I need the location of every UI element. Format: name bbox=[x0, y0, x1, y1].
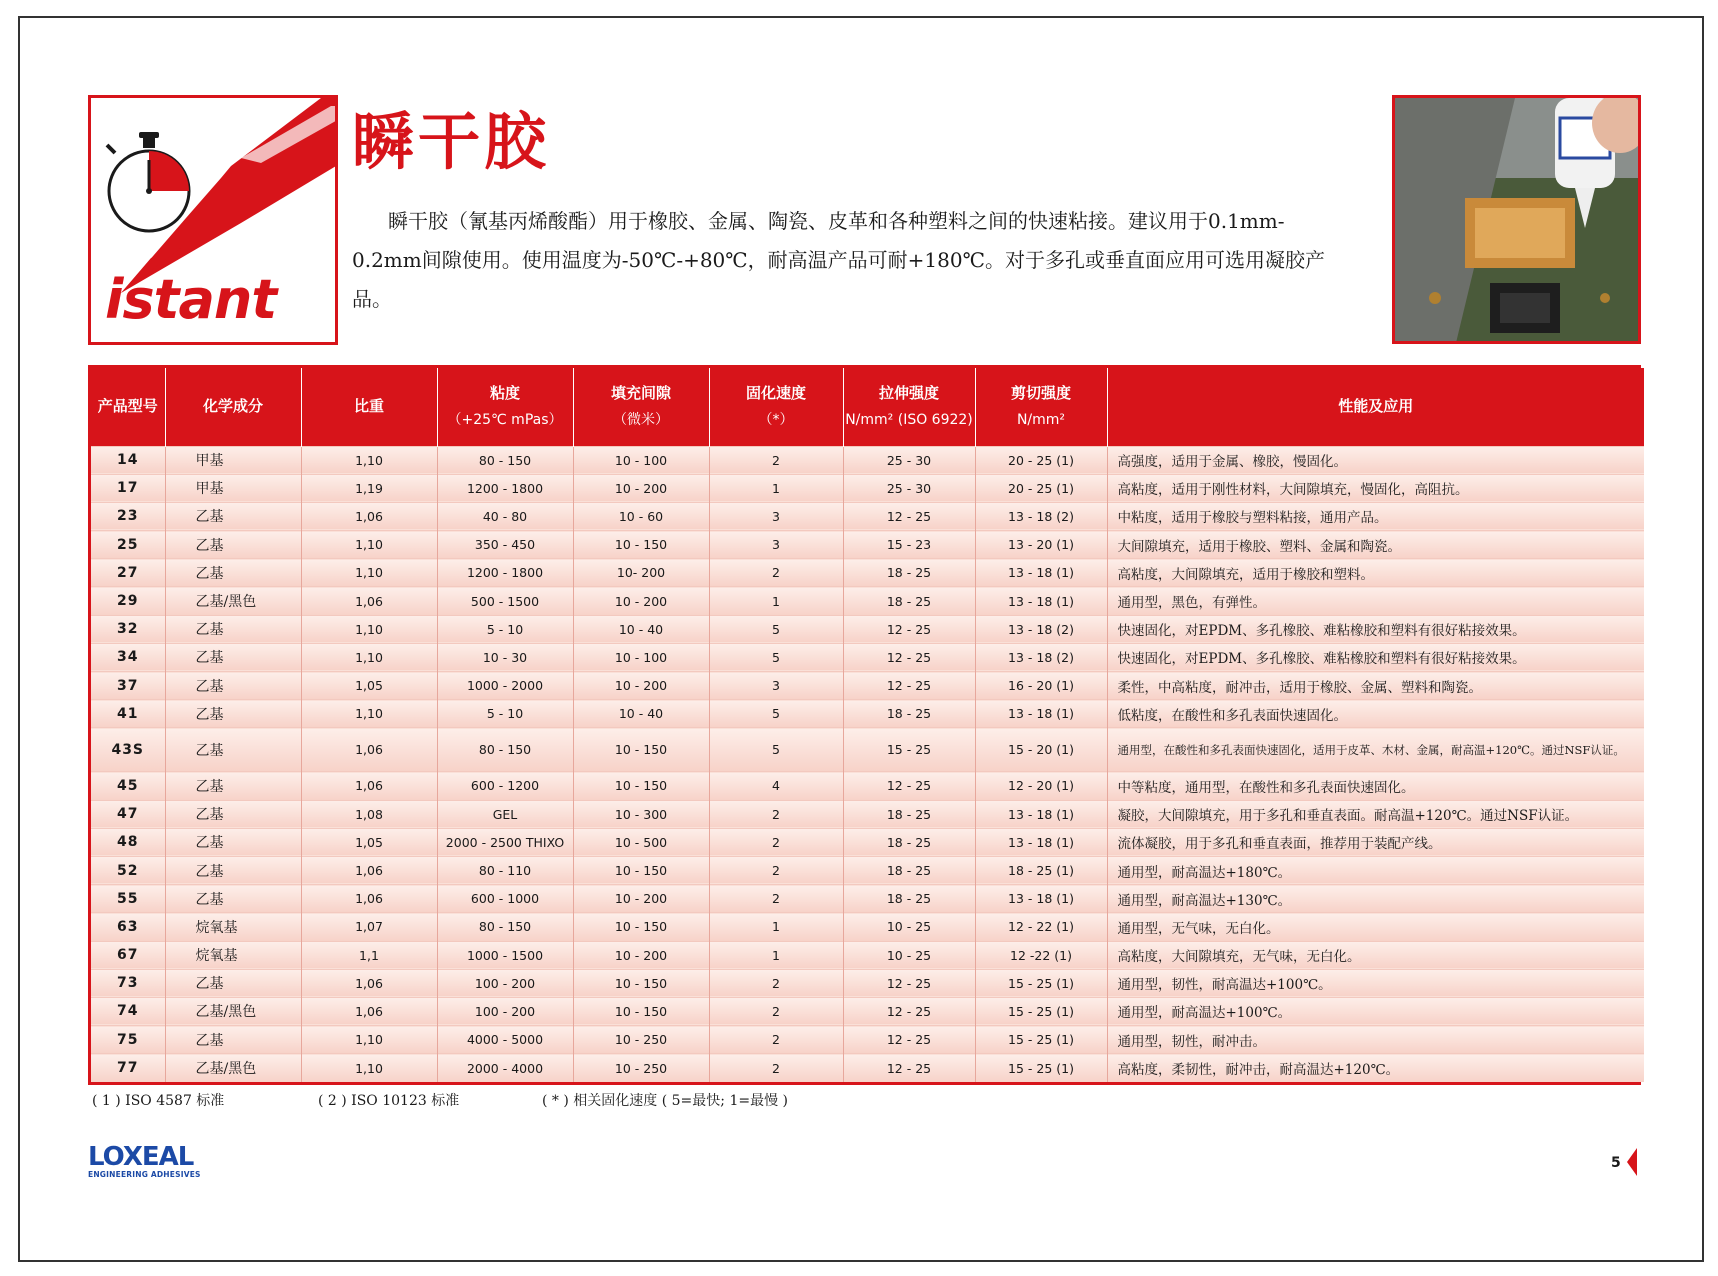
cell-gap: 10 - 200 bbox=[573, 587, 709, 615]
cell-tensile: 18 - 25 bbox=[843, 700, 975, 728]
table-row bbox=[91, 531, 1644, 559]
cell-viscosity: 4000 - 5000 bbox=[437, 1026, 573, 1054]
cell-shear: 16 - 20 (1) bbox=[975, 672, 1107, 700]
cell-chemistry: 甲基 bbox=[165, 474, 301, 502]
cell-application: 流体凝胶，用于多孔和垂直表面，推荐用于装配产线。 bbox=[1107, 828, 1644, 856]
cell-gap: 10 - 100 bbox=[573, 446, 709, 474]
table-row bbox=[91, 1054, 1644, 1082]
cell-density: 1,10 bbox=[301, 1054, 437, 1082]
istant-logo bbox=[88, 95, 338, 345]
cell-shear: 13 - 18 (1) bbox=[975, 559, 1107, 587]
cell-speed: 2 bbox=[709, 1026, 843, 1054]
table-row bbox=[91, 643, 1644, 671]
cell-model: 34 bbox=[91, 643, 165, 671]
cell-chemistry: 乙基 bbox=[165, 502, 301, 530]
cell-model: 37 bbox=[91, 672, 165, 700]
cell-density: 1,08 bbox=[301, 800, 437, 828]
cell-viscosity: 350 - 450 bbox=[437, 531, 573, 559]
cell-gap: 10- 200 bbox=[573, 559, 709, 587]
cell-speed: 3 bbox=[709, 531, 843, 559]
cell-viscosity: 1200 - 1800 bbox=[437, 559, 573, 587]
cell-speed: 2 bbox=[709, 559, 843, 587]
table-row bbox=[91, 856, 1644, 884]
cell-speed: 2 bbox=[709, 885, 843, 913]
cell-tensile: 12 - 25 bbox=[843, 672, 975, 700]
cell-gap: 10 - 100 bbox=[573, 643, 709, 671]
table-row bbox=[91, 700, 1644, 728]
cell-application: 快速固化，对EPDM、多孔橡胶、难粘橡胶和塑料有很好粘接效果。 bbox=[1107, 643, 1644, 671]
cell-shear: 15 - 25 (1) bbox=[975, 997, 1107, 1025]
header-application: 性能及应用 bbox=[1107, 368, 1644, 446]
header-shear: 剪切强度 N/mm² bbox=[975, 368, 1107, 446]
cell-tensile: 15 - 23 bbox=[843, 531, 975, 559]
cell-density: 1,05 bbox=[301, 828, 437, 856]
table-row bbox=[91, 446, 1644, 474]
table-row bbox=[91, 828, 1644, 856]
cell-density: 1,10 bbox=[301, 531, 437, 559]
header-tensile: 拉伸强度 N/mm² (ISO 6922) bbox=[843, 368, 975, 446]
table-row bbox=[91, 913, 1644, 941]
cell-chemistry: 乙基/黑色 bbox=[165, 587, 301, 615]
cell-model: 29 bbox=[91, 587, 165, 615]
cell-gap: 10 - 40 bbox=[573, 615, 709, 643]
cell-model: 52 bbox=[91, 856, 165, 884]
cell-model: 77 bbox=[91, 1054, 165, 1082]
table-row bbox=[91, 1026, 1644, 1054]
cell-chemistry: 烷氧基 bbox=[165, 913, 301, 941]
cell-model: 27 bbox=[91, 559, 165, 587]
cell-gap: 10 - 250 bbox=[573, 1054, 709, 1082]
cell-model: 74 bbox=[91, 997, 165, 1025]
cell-shear: 15 - 25 (1) bbox=[975, 1054, 1107, 1082]
cell-application: 快速固化，对EPDM、多孔橡胶、难粘橡胶和塑料有很好粘接效果。 bbox=[1107, 615, 1644, 643]
cell-gap: 10 - 150 bbox=[573, 728, 709, 772]
cell-density: 1,06 bbox=[301, 772, 437, 800]
cell-speed: 1 bbox=[709, 941, 843, 969]
cell-shear: 13 - 18 (1) bbox=[975, 700, 1107, 728]
cell-application: 柔性，中高粘度，耐冲击，适用于橡胶、金属、塑料和陶瓷。 bbox=[1107, 672, 1644, 700]
cell-density: 1,06 bbox=[301, 587, 437, 615]
cell-chemistry: 乙基/黑色 bbox=[165, 997, 301, 1025]
footnote-1: ( 1 ) ISO 4587 标准 bbox=[92, 1093, 225, 1109]
cell-tensile: 18 - 25 bbox=[843, 828, 975, 856]
cell-density: 1,10 bbox=[301, 700, 437, 728]
cell-gap: 10 - 40 bbox=[573, 700, 709, 728]
cell-viscosity: 80 - 110 bbox=[437, 856, 573, 884]
footnote-3: ( * ) 相关固化速度 ( 5=最快; 1=最慢 ) bbox=[542, 1093, 788, 1109]
cell-model: 75 bbox=[91, 1026, 165, 1054]
cell-chemistry: 乙基 bbox=[165, 728, 301, 772]
cell-speed: 5 bbox=[709, 728, 843, 772]
table-row bbox=[91, 615, 1644, 643]
cell-chemistry: 烷氧基 bbox=[165, 941, 301, 969]
cell-density: 1,06 bbox=[301, 885, 437, 913]
cell-viscosity: 80 - 150 bbox=[437, 728, 573, 772]
cell-tensile: 12 - 25 bbox=[843, 997, 975, 1025]
cell-tensile: 25 - 30 bbox=[843, 474, 975, 502]
cell-shear: 13 - 18 (1) bbox=[975, 587, 1107, 615]
cell-shear: 20 - 25 (1) bbox=[975, 474, 1107, 502]
cell-speed: 1 bbox=[709, 474, 843, 502]
cell-shear: 15 - 25 (1) bbox=[975, 1026, 1107, 1054]
cell-speed: 4 bbox=[709, 772, 843, 800]
cell-application: 高强度，适用于金属、橡胶，慢固化。 bbox=[1107, 446, 1644, 474]
cell-tensile: 18 - 25 bbox=[843, 885, 975, 913]
cell-viscosity: 40 - 80 bbox=[437, 502, 573, 530]
cell-gap: 10 - 150 bbox=[573, 997, 709, 1025]
cell-tensile: 12 - 25 bbox=[843, 1054, 975, 1082]
cell-model: 47 bbox=[91, 800, 165, 828]
cell-viscosity: 5 - 10 bbox=[437, 615, 573, 643]
cell-shear: 13 - 18 (2) bbox=[975, 643, 1107, 671]
cell-chemistry: 乙基 bbox=[165, 885, 301, 913]
cell-gap: 10 - 150 bbox=[573, 913, 709, 941]
circuit-board-image bbox=[1395, 98, 1641, 344]
cell-gap: 10 - 300 bbox=[573, 800, 709, 828]
cell-gap: 10 - 150 bbox=[573, 772, 709, 800]
cell-shear: 12 - 22 (1) bbox=[975, 913, 1107, 941]
header-speed: 固化速度 （*） bbox=[709, 368, 843, 446]
cell-model: 23 bbox=[91, 502, 165, 530]
cell-application: 大间隙填充，适用于橡胶、塑料、金属和陶瓷。 bbox=[1107, 531, 1644, 559]
cell-viscosity: 2000 - 4000 bbox=[437, 1054, 573, 1082]
cell-shear: 13 - 20 (1) bbox=[975, 531, 1107, 559]
cell-density: 1,06 bbox=[301, 856, 437, 884]
cell-tensile: 18 - 25 bbox=[843, 856, 975, 884]
table-row bbox=[91, 800, 1644, 828]
brand-name: LOXEAL bbox=[88, 1142, 194, 1172]
cell-viscosity: 10 - 30 bbox=[437, 643, 573, 671]
cell-speed: 2 bbox=[709, 800, 843, 828]
cell-tensile: 12 - 25 bbox=[843, 772, 975, 800]
header-gap: 填充间隙 （微米） bbox=[573, 368, 709, 446]
cell-speed: 2 bbox=[709, 856, 843, 884]
cell-application: 低粘度，在酸性和多孔表面快速固化。 bbox=[1107, 700, 1644, 728]
cell-chemistry: 乙基 bbox=[165, 772, 301, 800]
page-number: 5 bbox=[1611, 1155, 1621, 1171]
cell-gap: 10 - 200 bbox=[573, 941, 709, 969]
cell-tensile: 15 - 25 bbox=[843, 728, 975, 772]
cell-application: 中等粘度，通用型，在酸性和多孔表面快速固化。 bbox=[1107, 772, 1644, 800]
cell-viscosity: 100 - 200 bbox=[437, 997, 573, 1025]
cell-application: 通用型，在酸性和多孔表面快速固化，适用于皮革、木材、金属，耐高温+120℃。通过NSF认证。 bbox=[1107, 728, 1644, 772]
cell-chemistry: 乙基 bbox=[165, 643, 301, 671]
cell-viscosity: 2000 - 2500 THIXO bbox=[437, 828, 573, 856]
cell-viscosity: 100 - 200 bbox=[437, 969, 573, 997]
cell-speed: 2 bbox=[709, 969, 843, 997]
cell-density: 1,10 bbox=[301, 643, 437, 671]
cell-model: 73 bbox=[91, 969, 165, 997]
cell-density: 1,06 bbox=[301, 997, 437, 1025]
cell-density: 1,06 bbox=[301, 502, 437, 530]
page-marker-icon bbox=[1627, 1148, 1637, 1176]
cell-density: 1,19 bbox=[301, 474, 437, 502]
cell-chemistry: 乙基 bbox=[165, 615, 301, 643]
cell-application: 通用型，无气味，无白化。 bbox=[1107, 913, 1644, 941]
brand-tagline: ENGINEERING ADHESIVES bbox=[88, 1170, 201, 1179]
table-row bbox=[91, 969, 1644, 997]
cell-density: 1,1 bbox=[301, 941, 437, 969]
cell-viscosity: 600 - 1200 bbox=[437, 772, 573, 800]
cell-chemistry: 乙基 bbox=[165, 828, 301, 856]
cell-speed: 3 bbox=[709, 672, 843, 700]
table-row bbox=[91, 502, 1644, 530]
cell-density: 1,10 bbox=[301, 1026, 437, 1054]
cell-chemistry: 乙基 bbox=[165, 1026, 301, 1054]
cell-application: 高粘度，适用于刚性材料，大间隙填充，慢固化，高阻抗。 bbox=[1107, 474, 1644, 502]
cell-gap: 10 - 200 bbox=[573, 672, 709, 700]
cell-speed: 5 bbox=[709, 700, 843, 728]
cell-gap: 10 - 150 bbox=[573, 856, 709, 884]
cell-gap: 10 - 250 bbox=[573, 1026, 709, 1054]
cell-shear: 12 -22 (1) bbox=[975, 941, 1107, 969]
cell-tensile: 18 - 25 bbox=[843, 587, 975, 615]
cell-model: 14 bbox=[91, 446, 165, 474]
cell-chemistry: 乙基 bbox=[165, 856, 301, 884]
cell-speed: 2 bbox=[709, 1054, 843, 1082]
cell-speed: 1 bbox=[709, 913, 843, 941]
cell-density: 1,05 bbox=[301, 672, 437, 700]
cell-gap: 10 - 200 bbox=[573, 885, 709, 913]
cell-gap: 10 - 500 bbox=[573, 828, 709, 856]
cell-model: 67 bbox=[91, 941, 165, 969]
cell-shear: 20 - 25 (1) bbox=[975, 446, 1107, 474]
cell-application: 通用型，耐高温达+100℃。 bbox=[1107, 997, 1644, 1025]
cell-application: 通用型，黑色，有弹性。 bbox=[1107, 587, 1644, 615]
cell-viscosity: 1000 - 2000 bbox=[437, 672, 573, 700]
cell-tensile: 12 - 25 bbox=[843, 502, 975, 530]
cell-model: 41 bbox=[91, 700, 165, 728]
cell-viscosity: 80 - 150 bbox=[437, 913, 573, 941]
header-chemistry: 化学成分 bbox=[165, 368, 301, 446]
cell-chemistry: 乙基 bbox=[165, 559, 301, 587]
table-row bbox=[91, 587, 1644, 615]
table-row bbox=[91, 728, 1644, 772]
cell-viscosity: 600 - 1000 bbox=[437, 885, 573, 913]
cell-application: 通用型，韧性，耐冲击。 bbox=[1107, 1026, 1644, 1054]
page-title: 瞬干胶 bbox=[352, 105, 551, 178]
cell-model: 25 bbox=[91, 531, 165, 559]
cell-gap: 10 - 150 bbox=[573, 531, 709, 559]
cell-model: 43S bbox=[91, 728, 165, 772]
cell-shear: 13 - 18 (1) bbox=[975, 800, 1107, 828]
cell-shear: 13 - 18 (2) bbox=[975, 615, 1107, 643]
cell-model: 63 bbox=[91, 913, 165, 941]
cell-tensile: 10 - 25 bbox=[843, 941, 975, 969]
cell-speed: 3 bbox=[709, 502, 843, 530]
cell-model: 32 bbox=[91, 615, 165, 643]
cell-viscosity: 500 - 1500 bbox=[437, 587, 573, 615]
cell-application: 通用型，耐高温达+130℃。 bbox=[1107, 885, 1644, 913]
cell-application: 凝胶，大间隙填充，用于多孔和垂直表面。耐高温+120℃。通过NSF认证。 bbox=[1107, 800, 1644, 828]
cell-shear: 15 - 25 (1) bbox=[975, 969, 1107, 997]
cell-viscosity: 1200 - 1800 bbox=[437, 474, 573, 502]
cell-chemistry: 乙基 bbox=[165, 700, 301, 728]
cell-chemistry: 乙基 bbox=[165, 969, 301, 997]
table-row bbox=[91, 672, 1644, 700]
cell-gap: 10 - 60 bbox=[573, 502, 709, 530]
cell-speed: 2 bbox=[709, 828, 843, 856]
cell-shear: 12 - 20 (1) bbox=[975, 772, 1107, 800]
cell-shear: 15 - 20 (1) bbox=[975, 728, 1107, 772]
cell-density: 1,10 bbox=[301, 615, 437, 643]
cell-tensile: 12 - 25 bbox=[843, 969, 975, 997]
intro-paragraph: 瞬干胶（氰基丙烯酸酯）用于橡胶、金属、陶瓷、皮革和各种塑料之间的快速粘接。建议用于0.1mm-0.2mm间隙使用。使用温度为-50℃-+80℃，耐高温产品可耐+180℃。对于多孔或垂直面应用可选用凝胶产品。 bbox=[352, 209, 1325, 311]
cell-speed: 2 bbox=[709, 446, 843, 474]
cell-speed: 5 bbox=[709, 615, 843, 643]
header-density: 比重 bbox=[301, 368, 437, 446]
cell-tensile: 18 - 25 bbox=[843, 559, 975, 587]
cell-shear: 13 - 18 (1) bbox=[975, 885, 1107, 913]
cell-model: 17 bbox=[91, 474, 165, 502]
header-viscosity: 粘度 （+25℃ mPas） bbox=[437, 368, 573, 446]
footnote-2: ( 2 ) ISO 10123 标准 bbox=[318, 1093, 460, 1109]
header-model: 产品型号 bbox=[91, 368, 165, 446]
table-row bbox=[91, 997, 1644, 1025]
cell-chemistry: 甲基 bbox=[165, 446, 301, 474]
cell-application: 中粘度，适用于橡胶与塑料粘接，通用产品。 bbox=[1107, 502, 1644, 530]
cell-tensile: 12 - 25 bbox=[843, 1026, 975, 1054]
cell-chemistry: 乙基 bbox=[165, 531, 301, 559]
cell-tensile: 10 - 25 bbox=[843, 913, 975, 941]
cell-shear: 18 - 25 (1) bbox=[975, 856, 1107, 884]
product-photo bbox=[1392, 95, 1641, 344]
cell-viscosity: GEL bbox=[437, 800, 573, 828]
table-row bbox=[91, 559, 1644, 587]
table-row bbox=[91, 772, 1644, 800]
cell-gap: 10 - 150 bbox=[573, 969, 709, 997]
cell-tensile: 25 - 30 bbox=[843, 446, 975, 474]
cell-model: 45 bbox=[91, 772, 165, 800]
cell-application: 高粘度，柔韧性，耐冲击，耐高温达+120℃。 bbox=[1107, 1054, 1644, 1082]
loxeal-logo bbox=[88, 1144, 201, 1179]
cell-application: 通用型，韧性，耐高温达+100℃。 bbox=[1107, 969, 1644, 997]
cell-speed: 2 bbox=[709, 997, 843, 1025]
cell-viscosity: 1000 - 1500 bbox=[437, 941, 573, 969]
cell-chemistry: 乙基 bbox=[165, 672, 301, 700]
cell-model: 55 bbox=[91, 885, 165, 913]
cell-application: 通用型，耐高温达+180℃。 bbox=[1107, 856, 1644, 884]
cell-application: 高粘度，大间隙填充，无气味，无白化。 bbox=[1107, 941, 1644, 969]
cell-chemistry: 乙基/黑色 bbox=[165, 1054, 301, 1082]
cell-speed: 5 bbox=[709, 643, 843, 671]
cell-gap: 10 - 200 bbox=[573, 474, 709, 502]
cell-density: 1,06 bbox=[301, 728, 437, 772]
table-row bbox=[91, 941, 1644, 969]
cell-viscosity: 5 - 10 bbox=[437, 700, 573, 728]
cell-density: 1,06 bbox=[301, 969, 437, 997]
cell-tensile: 12 - 25 bbox=[843, 615, 975, 643]
cell-shear: 13 - 18 (1) bbox=[975, 828, 1107, 856]
cell-tensile: 12 - 25 bbox=[843, 643, 975, 671]
cell-shear: 13 - 18 (2) bbox=[975, 502, 1107, 530]
table-row bbox=[91, 474, 1644, 502]
cell-model: 48 bbox=[91, 828, 165, 856]
cell-speed: 1 bbox=[709, 587, 843, 615]
cell-application: 高粘度，大间隙填充，适用于橡胶和塑料。 bbox=[1107, 559, 1644, 587]
product-table bbox=[88, 365, 1641, 1085]
table-header-row bbox=[91, 368, 1644, 446]
cell-viscosity: 80 - 150 bbox=[437, 446, 573, 474]
cell-density: 1,07 bbox=[301, 913, 437, 941]
istant-logo-text: istant bbox=[105, 268, 277, 331]
cell-tensile: 18 - 25 bbox=[843, 800, 975, 828]
cell-density: 1,10 bbox=[301, 559, 437, 587]
cell-chemistry: 乙基 bbox=[165, 800, 301, 828]
table-row bbox=[91, 885, 1644, 913]
cell-density: 1,10 bbox=[301, 446, 437, 474]
